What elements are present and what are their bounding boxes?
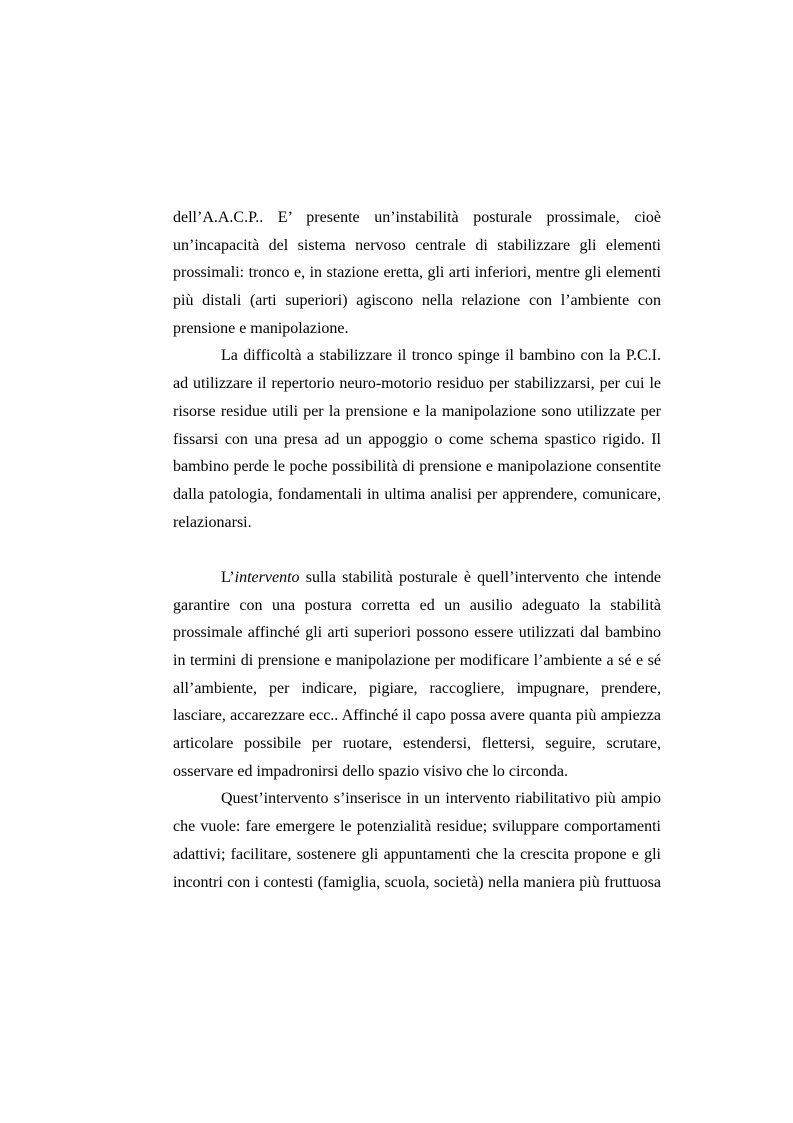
text-line: prossimale affinché gli arti superiori possono essere utilizzati dal bambino bbox=[173, 624, 661, 642]
text-line: più distali (arti superiori) agiscono nella relazione con l’ambiente con bbox=[173, 292, 661, 310]
text-line: garantire con una postura corretta ed un ausilio adeguato la stabilità bbox=[173, 596, 661, 614]
text-line: adattivi; facilitare, sostenere gli appuntamenti che la crescita propone e gli bbox=[173, 845, 661, 863]
text-line: in termini di prensione e manipolazione per modificare l’ambiente a sé e sé bbox=[173, 652, 661, 669]
text-line: un’incapacità del sistema nervoso centrale di stabilizzare gli elementi bbox=[173, 236, 661, 254]
text-line: relazionarsi. bbox=[173, 513, 252, 531]
text-line bbox=[173, 564, 661, 592]
text-line: incontri con i contesti (famiglia, scuola, società) nella maniera più fruttuosa bbox=[173, 873, 661, 891]
text-line: dell’A.A.C.P.. E’ presente un’instabilità posturale prossimale, cioè bbox=[173, 209, 661, 226]
text-line: osservare ed impadronirsi dello spazio visivo che lo circonda. bbox=[173, 762, 568, 780]
text-line: all’ambiente, per indicare, pigiare, raccogliere, impugnare, prendere, bbox=[173, 679, 661, 697]
text-line: articolare possibile per ruotare, estendersi, flettersi, seguire, scrutare, bbox=[173, 735, 661, 753]
text-line: ad utilizzare il repertorio neuro-motorio residuo per stabilizzarsi, per cui le bbox=[173, 375, 661, 393]
paragraph-4 bbox=[173, 785, 661, 896]
text-line: Quest’intervento s’inserisce in un intervento riabilitativo più ampio bbox=[221, 790, 661, 808]
text-line: dalla patologia, fondamentali in ultima analisi per apprendere, comunicare, bbox=[173, 485, 661, 503]
text-line: La difficoltà a stabilizzare il tronco spinge il bambino con la P.C.I. bbox=[221, 347, 661, 365]
text-line: prensione e manipolazione. bbox=[173, 319, 349, 337]
text-line: che vuole: fare emergere le potenzialità residue; sviluppare comportamenti bbox=[173, 818, 661, 836]
text-line: lasciare, accarezzare ecc.. Affinché il capo possa avere quanta più ampiezza bbox=[173, 707, 661, 725]
italic-term: intervento bbox=[234, 568, 300, 586]
text-line: bambino perde le poche possibilità di prensione e manipolazione consentite bbox=[173, 458, 661, 476]
paragraph-3 bbox=[173, 564, 661, 786]
text-fragment: sulla stabilità posturale è quell’intervento che intende bbox=[299, 568, 661, 586]
paragraph-spacer bbox=[173, 536, 661, 564]
body-text bbox=[173, 204, 661, 896]
text-line: risorse residue utili per la prensione e la manipolazione sono utilizzate per bbox=[173, 402, 661, 420]
paragraph-1 bbox=[173, 204, 661, 342]
text-line: prossimali: tronco e, in stazione eretta, gli arti inferiori, mentre gli elementi bbox=[173, 264, 661, 282]
text-line: fissarsi con una presa ad un appoggio o come schema spastico rigido. Il bbox=[173, 430, 661, 448]
text-fragment: L’ bbox=[221, 568, 235, 586]
paragraph-2 bbox=[173, 342, 661, 536]
